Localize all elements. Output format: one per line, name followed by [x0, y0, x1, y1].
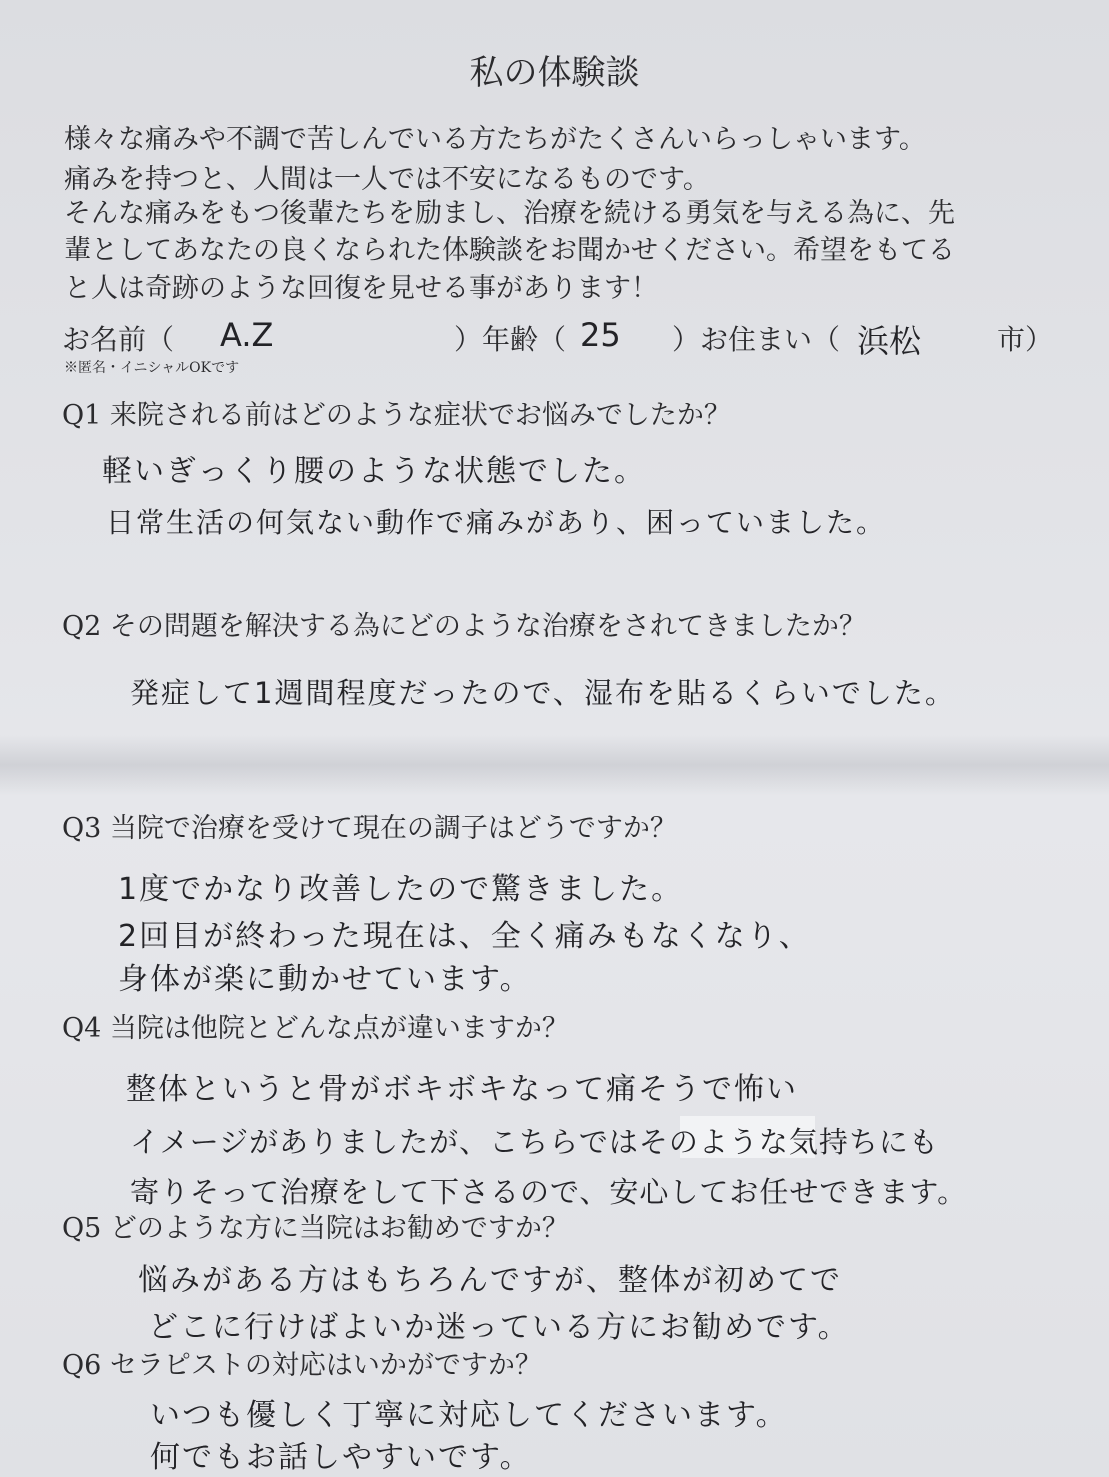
intro-line-5: と人は奇跡のような回復を見せる事があります！	[64, 273, 658, 304]
question-2: Q2 その問題を解決する為にどのような治療をされてきましたか？	[62, 611, 866, 642]
residence-label: ）お住まい（	[672, 323, 841, 356]
answer-4-line-2: イメージがありましたが、こちらではそのような気持ちにも	[130, 1125, 939, 1159]
residence-value: 浜松	[857, 322, 922, 360]
answer-5-line-1: 悩みがある方はもちろんですが、整体が初めてで	[138, 1263, 842, 1298]
answer-5-line-2: どこに行けばよいか迷っている方にお勧めです。	[148, 1310, 850, 1345]
answer-4-line-1: 整体というと骨がボキボキなって痛そうで怖い	[126, 1072, 798, 1107]
question-6: Q6 セラピストの対応はいかがですか？	[62, 1350, 542, 1381]
question-4: Q4 当院は他院とどんな点が違いますか？	[62, 1013, 569, 1044]
question-5: Q5 どのような方に当院はお勧めですか？	[62, 1213, 569, 1244]
name-label: お名前（	[62, 323, 175, 356]
page-title: 私の体験談	[469, 53, 640, 93]
intro-line-4: 輩としてあなたの良くなられた体験談をお聞かせください。希望をもてる	[64, 235, 955, 266]
anonymous-note: ※匿名・イニシャルOKです	[64, 360, 240, 376]
answer-3-line-1: 1度でかなり改善したので驚きました。	[118, 872, 684, 907]
question-3: Q3 当院で治療を受けて現在の調子はどうですか？	[62, 813, 677, 844]
answer-3-line-2: 2回目が終わった現在は、全く痛みもなくなり、	[118, 919, 811, 954]
city-suffix: 市）	[997, 323, 1054, 356]
age-label: ）年齢（	[454, 323, 567, 356]
answer-2-line-1: 発症して1週間程度だったので、湿布を貼るくらいでした。	[130, 676, 956, 710]
answer-6-line-2: 何でもお話しやすいです。	[150, 1440, 532, 1475]
answer-1-line-1: 軽いぎっくり腰のような状態でした。	[102, 454, 646, 489]
intro-line-2: 痛みを持つと、人間は一人では不安になるものです。	[64, 164, 710, 195]
intro-line-3: そんな痛みをもつ後輩たちを励まし、治療を続ける勇気を与える為に、先	[64, 198, 955, 229]
answer-3-line-3: 身体が楽に動かせています。	[118, 962, 532, 997]
question-1: Q1 来院される前はどのような症状でお悩みでしたか？	[62, 400, 731, 431]
answer-4-line-3: 寄りそって治療をして下さるので、安心してお任せできます。	[130, 1175, 968, 1209]
profile-fields	[62, 318, 1062, 358]
name-value: A.Z	[220, 316, 274, 354]
answer-1-line-2: 日常生活の何気ない動作で痛みがあり、困っていました。	[106, 506, 887, 539]
age-value: 25	[580, 316, 621, 354]
paper-fold	[0, 735, 1109, 795]
answer-6-line-1: いつも優しく丁寧に対応してくださいます。	[150, 1398, 788, 1433]
intro-line-1: 様々な痛みや不調で苦しんでいる方たちがたくさんいらっしゃいます。	[64, 124, 926, 155]
